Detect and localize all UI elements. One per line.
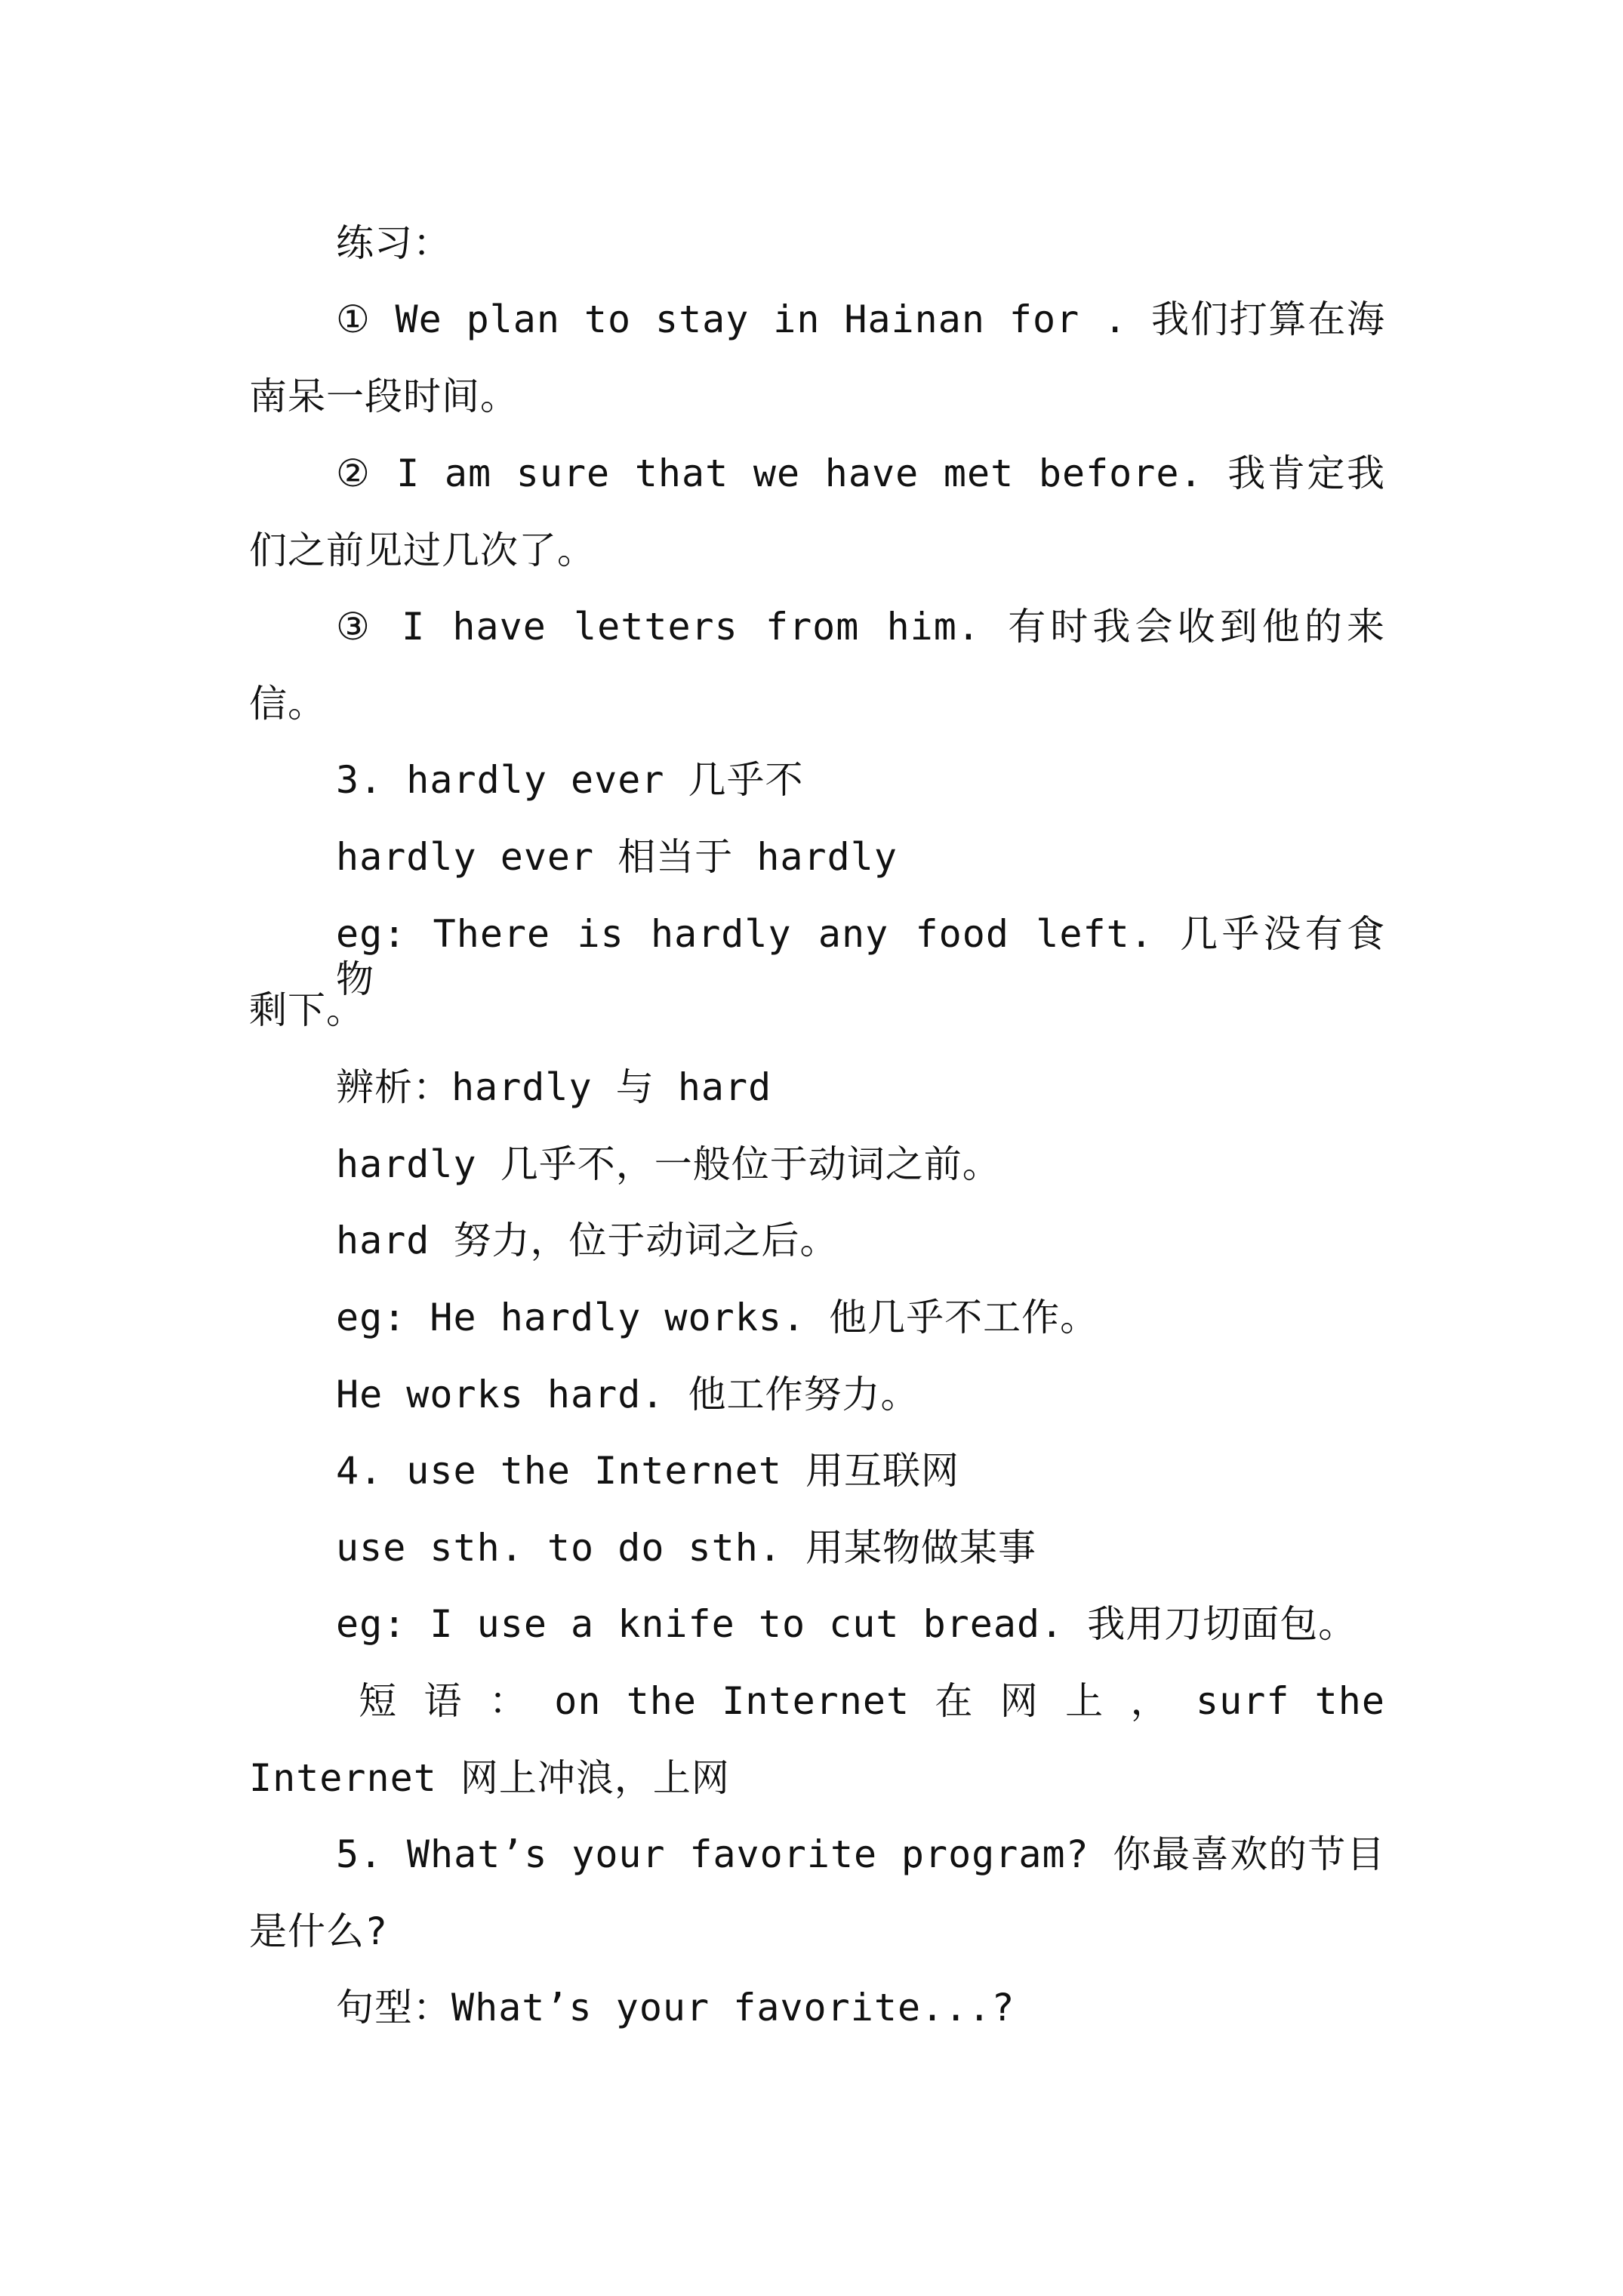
phrases-line-1: 短 语 ： on the Internet 在 网 上 ， surf the — [359, 1679, 1385, 1723]
exercise-2-line-2: 们之前见过几次了。 — [249, 529, 596, 572]
point-3-note: hardly ever 相当于 hardly — [336, 835, 898, 879]
point-4-pattern: use sth. to do sth. 用某物做某事 — [336, 1526, 1037, 1570]
exercise-3-line-2: 信。 — [249, 682, 326, 726]
distinction-hard: hard 努力，位于动词之后。 — [336, 1219, 839, 1262]
point-5-line-2: 是什么? — [249, 1909, 389, 1953]
point-3-heading: 3. hardly ever 几乎不 — [336, 758, 804, 802]
point-3-example-line-1: eg: There is hardly any food left. 几乎没有食物 — [336, 912, 1385, 1001]
sentence-pattern: 句型：What’s your favorite...? — [336, 1986, 1015, 2029]
exercise-1-line-2: 南呆一段时间。 — [249, 374, 519, 418]
distinction-heading: 辨析：hardly 与 hard — [336, 1065, 772, 1109]
exercise-3-line-1: ③ I have letters from him. 有时我会收到他的来 — [336, 605, 1385, 649]
exercise-2-line-1: ② I am sure that we have met before. 我肯定我 — [336, 451, 1385, 495]
point-3-example-line-2: 剩下。 — [249, 988, 365, 1032]
distinction-example-2: He works hard. 他工作努力。 — [336, 1373, 919, 1416]
distinction-example-1: eg: He hardly works. 他几乎不工作。 — [336, 1296, 1099, 1339]
distinction-hardly: hardly 几乎不，一般位于动词之前。 — [336, 1142, 1001, 1186]
phrases-line-2: Internet 网上冲浪，上网 — [249, 1756, 730, 1800]
point-4-heading: 4. use the Internet 用互联网 — [336, 1449, 960, 1493]
point-5-line-1: 5. What’s your favorite program? 你最喜欢的节目 — [336, 1832, 1385, 1876]
exercise-1-line-1: ① We plan to stay in Hainan for . 我们打算在海 — [336, 297, 1385, 341]
exercise-heading: 练习： — [336, 221, 451, 265]
point-4-example: eg: I use a knife to cut bread. 我用刀切面包。 — [336, 1602, 1357, 1646]
